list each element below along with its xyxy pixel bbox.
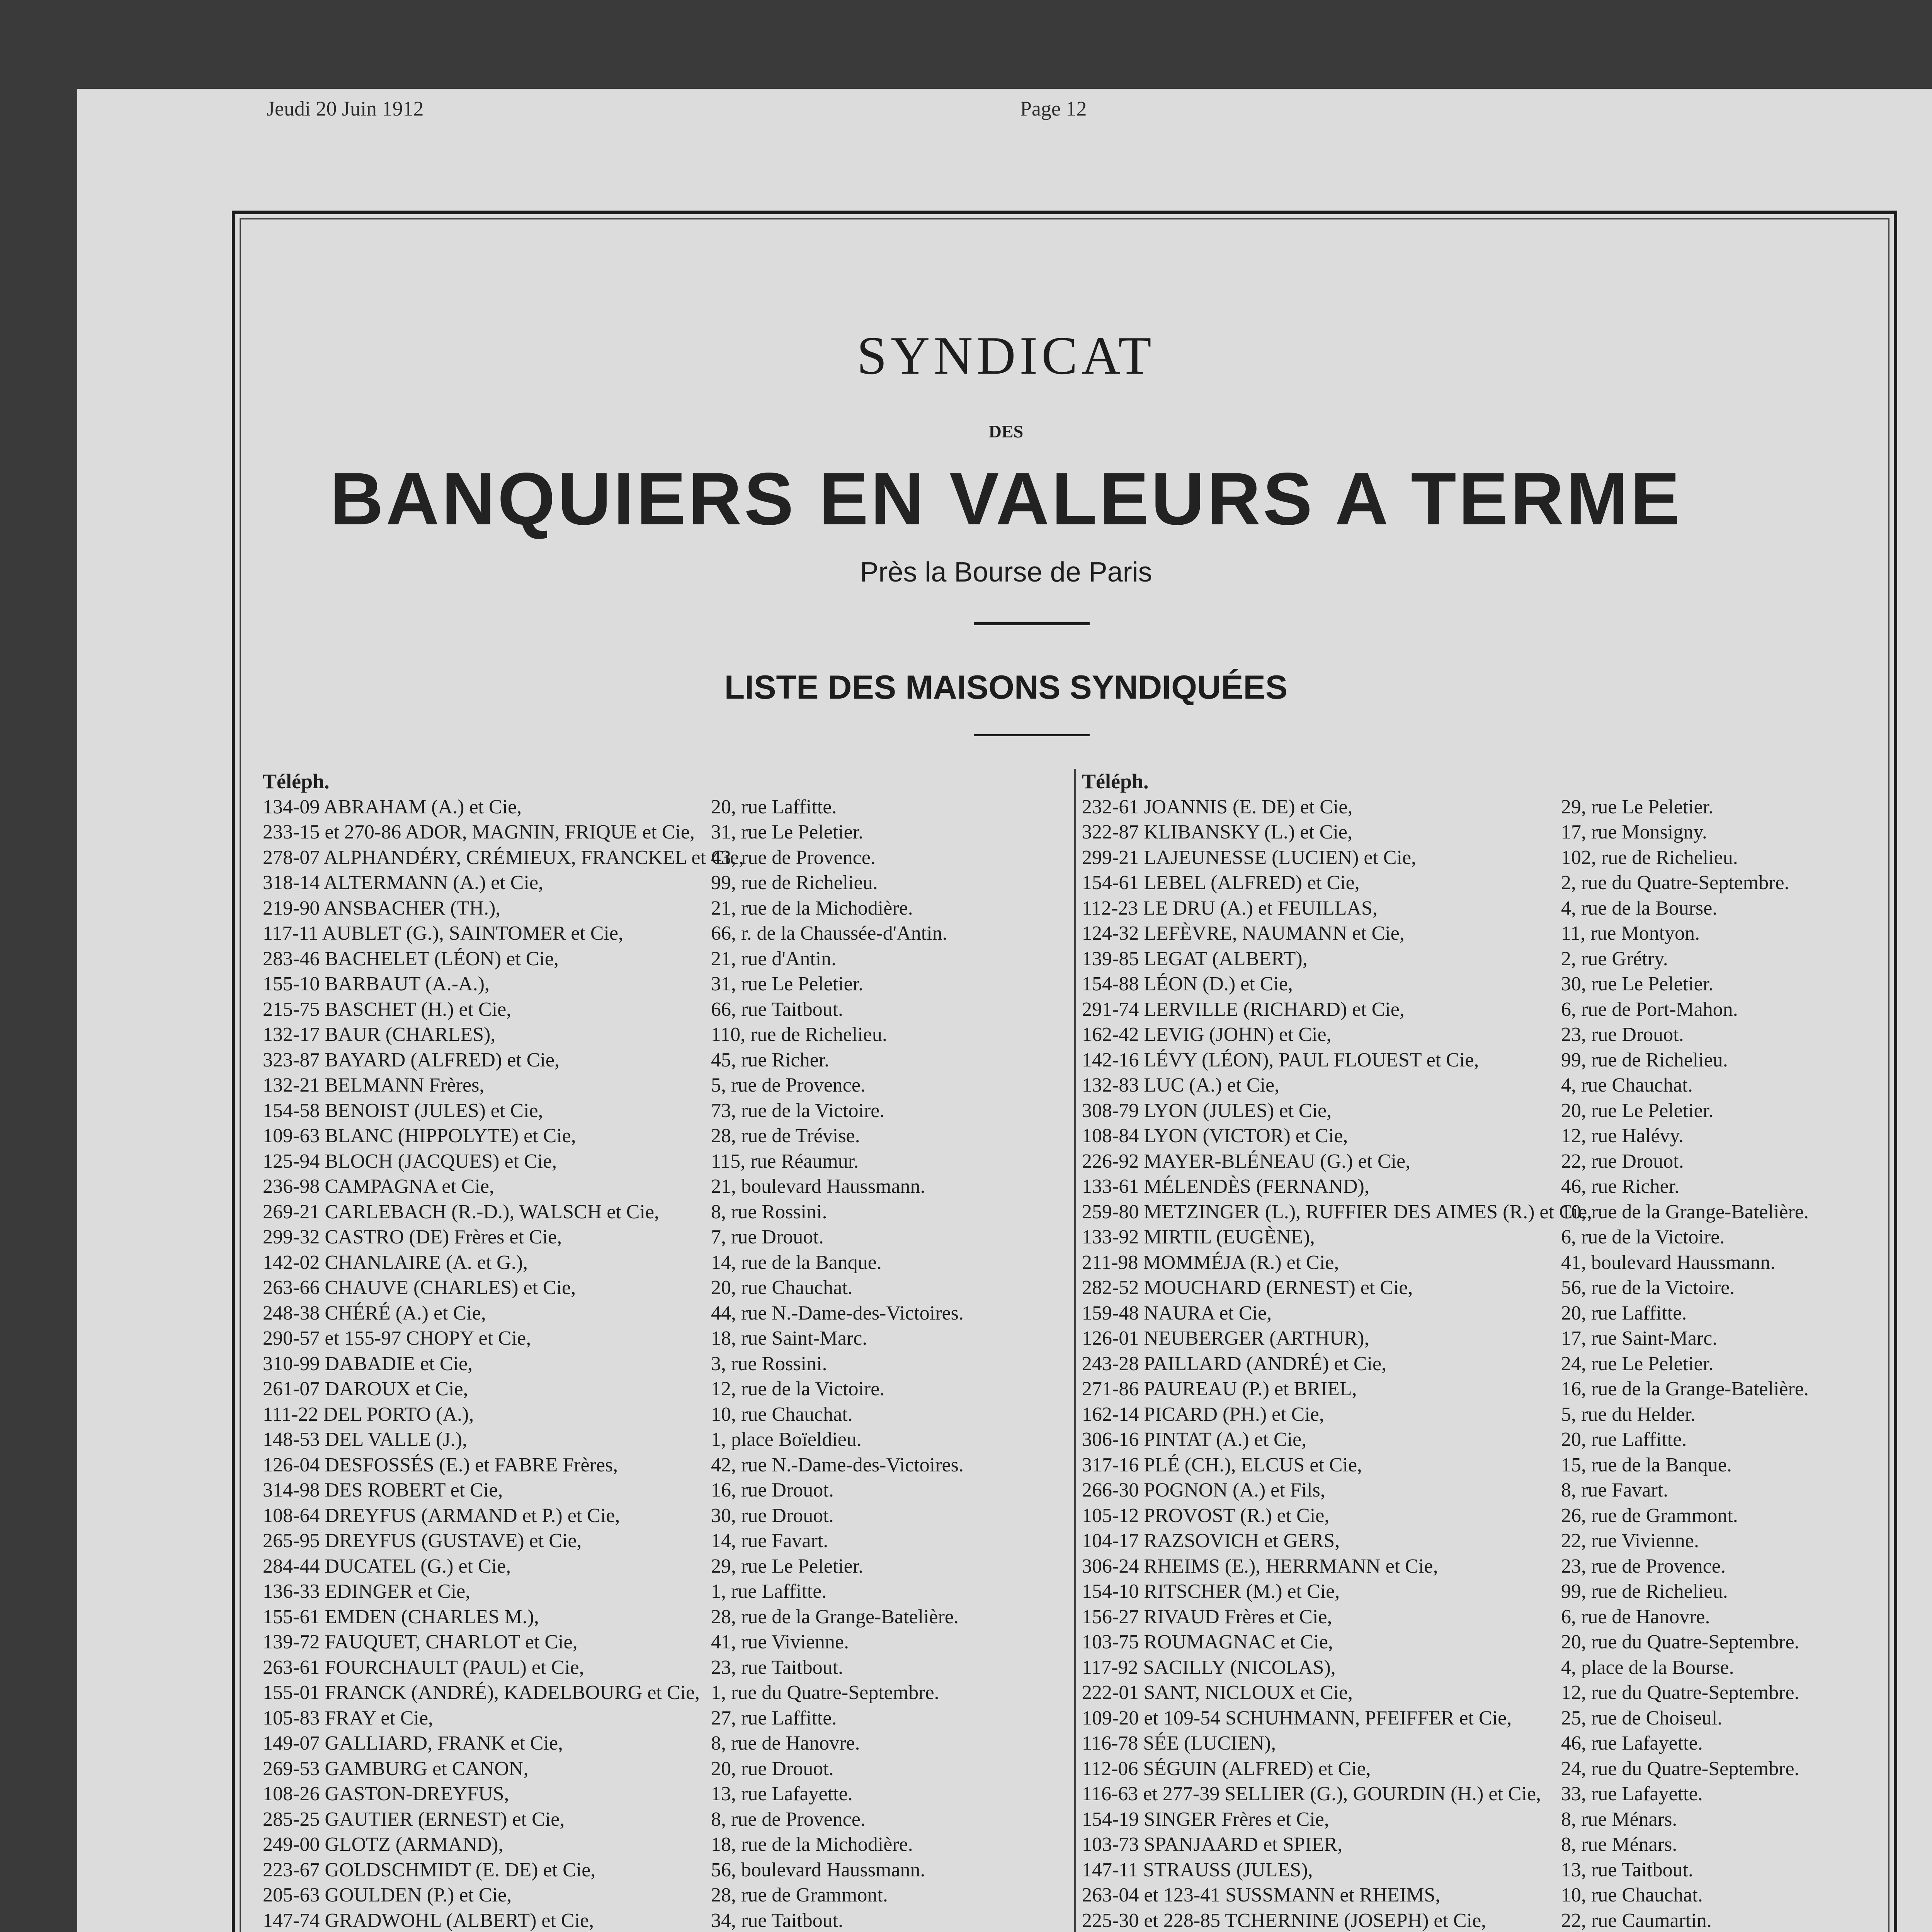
- member-address: 43, rue de Provence.: [711, 846, 876, 869]
- member-address: 16, rue Drouot.: [711, 1479, 834, 1501]
- member-name: 116-63 et 277-39 SELLIER (G.), GOURDIN (H.) et Cie,: [1082, 1783, 1541, 1805]
- member-address: 28, rue de Grammont.: [711, 1884, 888, 1906]
- member-name: 116-78 SÉE (LUCIEN),: [1082, 1732, 1276, 1754]
- list-item: [263, 1402, 1059, 1427]
- member-address: 10, rue de la Grange-Batelière.: [1561, 1201, 1809, 1223]
- member-address: 66, r. de la Chaussée-d'Antin.: [711, 922, 947, 944]
- list-item: [263, 1781, 1059, 1807]
- list-item: [1082, 1452, 1878, 1478]
- member-address: 13, rue Taitbout.: [1561, 1859, 1694, 1881]
- member-address: 20, rue Le Peletier.: [1561, 1099, 1714, 1122]
- member-name: 306-24 RHEIMS (E.), HERRMANN et Cie,: [1082, 1555, 1438, 1577]
- member-name: 271-86 PAUREAU (P.) et BRIEL,: [1082, 1378, 1357, 1400]
- list-item: [263, 870, 1059, 896]
- member-address: 8, rue de Provence.: [711, 1808, 866, 1830]
- member-name: 299-32 CASTRO (DE) Frères et Cie,: [263, 1226, 562, 1248]
- member-address: 41, boulevard Haussmann.: [1561, 1251, 1776, 1274]
- member-address: 17, rue Monsigny.: [1561, 821, 1707, 843]
- list-item: [263, 794, 1059, 820]
- list-item: [263, 845, 1059, 871]
- member-address: 4, rue Chauchat.: [1561, 1074, 1693, 1096]
- member-address: 12, rue Halévy.: [1561, 1125, 1684, 1147]
- member-address: 6, rue de la Victoire.: [1561, 1226, 1725, 1248]
- list-item: [1082, 1225, 1878, 1250]
- member-name: 125-94 BLOCH (JACQUES) et Cie,: [263, 1150, 557, 1172]
- member-name: 124-32 LEFÈVRE, NAUMANN et Cie,: [1082, 922, 1405, 944]
- list-item: [1082, 1731, 1878, 1756]
- list-item: [263, 896, 1059, 921]
- list-item: [263, 971, 1059, 997]
- member-address: 102, rue de Richelieu.: [1561, 846, 1738, 869]
- member-address: 27, rue Laffitte.: [711, 1707, 837, 1729]
- member-address: 11, rue Montyon.: [1561, 922, 1700, 944]
- member-address: 13, rue Lafayette.: [711, 1783, 853, 1805]
- member-address: 28, rue de Trévise.: [711, 1125, 860, 1147]
- member-name: 222-01 SANT, NICLOUX et Cie,: [1082, 1682, 1353, 1704]
- member-address: 6, rue de Hanovre.: [1561, 1605, 1710, 1628]
- member-address: 20, rue Chauchat.: [711, 1277, 853, 1299]
- member-address: 110, rue de Richelieu.: [711, 1024, 887, 1046]
- member-name: 263-04 et 123-41 SUSSMANN et RHEIMS,: [1082, 1884, 1440, 1906]
- member-address: 10, rue Chauchat.: [1561, 1884, 1703, 1906]
- member-name: 105-83 FRAY et Cie,: [263, 1707, 434, 1729]
- member-address: 4, place de la Bourse.: [1561, 1656, 1734, 1679]
- member-name: 162-14 PICARD (PH.) et Cie,: [1082, 1403, 1324, 1425]
- member-address: 20, rue du Quatre-Septembre.: [1561, 1631, 1799, 1653]
- member-address: 21, rue d'Antin.: [711, 947, 837, 970]
- list-item: [1082, 1149, 1878, 1174]
- member-address: 66, rue Taitbout.: [711, 998, 844, 1020]
- list-item: [263, 1022, 1059, 1048]
- member-address: 22, rue Vivienne.: [1561, 1530, 1699, 1552]
- list-item: [1082, 1756, 1878, 1782]
- member-name: 108-64 DREYFUS (ARMAND et P.) et Cie,: [263, 1504, 620, 1527]
- member-address: 99, rue de Richelieu.: [711, 872, 878, 894]
- member-address: 45, rue Richer.: [711, 1049, 830, 1071]
- title-syndicat: SYNDICAT: [857, 326, 1155, 386]
- list-item: [263, 1073, 1059, 1098]
- liste-rule: [974, 734, 1090, 736]
- member-name: 323-87 BAYARD (ALFRED) et Cie,: [263, 1049, 560, 1071]
- list-item: [263, 1680, 1059, 1706]
- list-item: [1082, 1832, 1878, 1857]
- member-address: 14, rue de la Banque.: [711, 1251, 882, 1274]
- member-name: 112-06 SÉGUIN (ALFRED) et Cie,: [1082, 1757, 1371, 1780]
- list-item: [1082, 971, 1878, 997]
- member-name: 266-30 POGNON (A.) et Fils,: [1082, 1479, 1325, 1501]
- member-address: 44, rue N.-Dame-des-Victoires.: [711, 1302, 964, 1324]
- member-address: 24, rue Le Peletier.: [1561, 1352, 1714, 1375]
- member-address: 34, rue Taitbout.: [711, 1909, 844, 1932]
- title-liste: LISTE DES MAISONS SYNDIQUÉES: [724, 669, 1288, 706]
- member-name: 205-63 GOULDEN (P.) et Cie,: [263, 1884, 512, 1906]
- list-item: [1082, 1503, 1878, 1529]
- member-address: 12, rue du Quatre-Septembre.: [1561, 1682, 1799, 1704]
- member-name: 108-26 GASTON-DREYFUS,: [263, 1783, 509, 1805]
- list-item: [1082, 1604, 1878, 1630]
- member-name: 225-30 et 228-85 TCHERNINE (JOSEPH) et Cie,: [1082, 1909, 1486, 1932]
- member-name: 285-25 GAUTIER (ERNEST) et Cie,: [263, 1808, 565, 1830]
- telephone-header-right: Téléph.: [1082, 770, 1149, 793]
- list-item: [263, 1807, 1059, 1832]
- list-item: [1082, 1275, 1878, 1301]
- title-banquiers: BANQUIERS EN VALEURS A TERME: [330, 457, 1682, 540]
- member-name: 155-61 EMDEN (CHARLES M.),: [263, 1605, 539, 1628]
- list-item: [1082, 1883, 1878, 1908]
- list-item: [263, 1908, 1059, 1932]
- member-address: 8, rue Rossini.: [711, 1201, 827, 1223]
- member-name: 299-21 LAJEUNESSE (LUCIEN) et Cie,: [1082, 846, 1417, 869]
- member-address: 26, rue de Grammont.: [1561, 1504, 1738, 1527]
- member-name: 104-17 RAZSOVICH et GERS,: [1082, 1530, 1340, 1552]
- list-item: [1082, 820, 1878, 845]
- list-item: [263, 1832, 1059, 1857]
- member-name: 132-83 LUC (A.) et Cie,: [1082, 1074, 1280, 1096]
- member-name: 269-21 CARLEBACH (R.-D.), WALSCH et Cie,: [263, 1201, 660, 1223]
- list-item: [1082, 1554, 1878, 1579]
- member-name: 265-95 DREYFUS (GUSTAVE) et Cie,: [263, 1530, 582, 1552]
- member-address: 46, rue Richer.: [1561, 1175, 1680, 1197]
- member-address: 2, rue Grétry.: [1561, 947, 1668, 970]
- member-address: 42, rue N.-Dame-des-Victoires.: [711, 1454, 964, 1476]
- member-name: 223-67 GOLDSCHMIDT (E. DE) et Cie,: [263, 1859, 596, 1881]
- member-name: 156-27 RIVAUD Frères et Cie,: [1082, 1605, 1332, 1628]
- member-address: 5, rue de Provence.: [711, 1074, 866, 1096]
- list-item: [1082, 1680, 1878, 1706]
- member-name: 126-01 NEUBERGER (ARTHUR),: [1082, 1327, 1369, 1349]
- member-address: 23, rue de Provence.: [1561, 1555, 1726, 1577]
- member-name: 219-90 ANSBACHER (TH.),: [263, 897, 501, 919]
- title-des: DES: [988, 422, 1024, 441]
- member-name: 248-38 CHÉRÉ (A.) et Cie,: [263, 1302, 486, 1324]
- member-name: 109-20 et 109-54 SCHUHMANN, PFEIFFER et Cie,: [1082, 1707, 1512, 1729]
- member-address: 2, rue du Quatre-Septembre.: [1561, 872, 1789, 894]
- member-name: 215-75 BASCHET (H.) et Cie,: [263, 998, 512, 1020]
- member-address: 15, rue de la Banque.: [1561, 1454, 1732, 1476]
- list-item: [263, 1554, 1059, 1579]
- list-item: [1082, 1301, 1878, 1326]
- list-item: [1082, 1427, 1878, 1452]
- member-address: 24, rue du Quatre-Septembre.: [1561, 1757, 1799, 1780]
- member-address: 8, rue Favart.: [1561, 1479, 1668, 1501]
- member-address: 12, rue de la Victoire.: [711, 1378, 885, 1400]
- member-name: 226-92 MAYER-BLÉNEAU (G.) et Cie,: [1082, 1150, 1411, 1172]
- member-name: 154-19 SINGER Frères et Cie,: [1082, 1808, 1329, 1830]
- member-name: 236-98 CAMPAGNA et Cie,: [263, 1175, 495, 1197]
- member-name: 142-16 LÉVY (LÉON), PAUL FLOUEST et Cie,: [1082, 1049, 1479, 1071]
- list-item: [1082, 1781, 1878, 1807]
- member-address: 20, rue Laffitte.: [711, 796, 837, 818]
- list-item: [1082, 896, 1878, 921]
- list-item: [263, 1731, 1059, 1756]
- member-name: 133-61 MÉLENDÈS (FERNAND),: [1082, 1175, 1369, 1197]
- member-name: 263-66 CHAUVE (CHARLES) et Cie,: [263, 1277, 576, 1299]
- member-name: 322-87 KLIBANSKY (L.) et Cie,: [1082, 821, 1352, 843]
- list-item: [263, 1857, 1059, 1883]
- list-item: [263, 1503, 1059, 1529]
- member-address: 6, rue de Port-Mahon.: [1561, 998, 1738, 1020]
- list-item: [1082, 1376, 1878, 1402]
- list-item: [263, 1883, 1059, 1908]
- member-name: 154-88 LÉON (D.) et Cie,: [1082, 973, 1293, 995]
- member-address: 115, rue Réaumur.: [711, 1150, 859, 1172]
- member-name: 249-00 GLOTZ (ARMAND),: [263, 1833, 503, 1855]
- list-item: [1082, 1174, 1878, 1199]
- member-name: 283-46 BACHELET (LÉON) et Cie,: [263, 947, 559, 970]
- list-item: [1082, 1528, 1878, 1554]
- list-item: [263, 1579, 1059, 1604]
- member-address: 20, rue Laffitte.: [1561, 1302, 1687, 1324]
- list-item: [1082, 1048, 1878, 1073]
- member-name: 132-17 BAUR (CHARLES),: [263, 1024, 496, 1046]
- list-item: [1082, 1807, 1878, 1832]
- list-item: [263, 946, 1059, 972]
- member-address: 10, rue Chauchat.: [711, 1403, 853, 1425]
- member-name: 306-16 PINTAT (A.) et Cie,: [1082, 1429, 1307, 1451]
- member-address: 31, rue Le Peletier.: [711, 821, 864, 843]
- member-name: 105-12 PROVOST (R.) et Cie,: [1082, 1504, 1330, 1527]
- list-item: [263, 1199, 1059, 1225]
- member-address: 41, rue Vivienne.: [711, 1631, 849, 1653]
- list-item: [263, 1301, 1059, 1326]
- member-address: 7, rue Drouot.: [711, 1226, 824, 1248]
- list-item: [1082, 1326, 1878, 1351]
- member-address: 1, place Boïeldieu.: [711, 1429, 862, 1451]
- list-item: [263, 1174, 1059, 1199]
- list-item: [1082, 1351, 1878, 1377]
- member-name: 263-61 FOURCHAULT (PAUL) et Cie,: [263, 1656, 584, 1679]
- member-name: 148-53 DEL VALLE (J.),: [263, 1429, 468, 1451]
- member-address: 29, rue Le Peletier.: [1561, 796, 1714, 818]
- member-name: 133-92 MIRTIL (EUGÈNE),: [1082, 1226, 1315, 1248]
- member-name: 154-10 RITSCHER (M.) et Cie,: [1082, 1580, 1340, 1602]
- member-name: 269-53 GAMBURG et CANON,: [263, 1757, 529, 1780]
- list-item: [263, 1756, 1059, 1782]
- member-name: 159-48 NAURA et Cie,: [1082, 1302, 1272, 1324]
- member-address: 29, rue Le Peletier.: [711, 1555, 864, 1577]
- list-item: [263, 1427, 1059, 1452]
- member-name: 139-72 FAUQUET, CHARLOT et Cie,: [263, 1631, 578, 1653]
- list-item: [263, 997, 1059, 1022]
- member-address: 1, rue Laffitte.: [711, 1580, 827, 1602]
- member-name: 142-02 CHANLAIRE (A. et G.),: [263, 1251, 528, 1274]
- member-address: 21, rue de la Michodière.: [711, 897, 913, 919]
- member-address: 30, rue Le Peletier.: [1561, 973, 1714, 995]
- member-address: 14, rue Favart.: [711, 1530, 828, 1552]
- member-address: 17, rue Saint-Marc.: [1561, 1327, 1718, 1349]
- list-item: [1082, 1857, 1878, 1883]
- member-name: 117-11 AUBLET (G.), SAINTOMER et Cie,: [263, 922, 624, 944]
- member-name: 147-74 GRADWOHL (ALBERT) et Cie,: [263, 1909, 594, 1932]
- list-item: [263, 921, 1059, 946]
- column-separator: [1074, 769, 1076, 1932]
- list-item: [263, 1225, 1059, 1250]
- member-address: 28, rue de la Grange-Batelière.: [711, 1605, 959, 1628]
- list-item: [263, 1655, 1059, 1680]
- member-name: 291-74 LERVILLE (RICHARD) et Cie,: [1082, 998, 1405, 1020]
- member-address: 8, rue Ménars.: [1561, 1808, 1677, 1830]
- list-item: [1082, 1402, 1878, 1427]
- member-address: 30, rue Drouot.: [711, 1504, 834, 1527]
- member-name: 117-92 SACILLY (NICOLAS),: [1082, 1656, 1336, 1679]
- list-item: [1082, 1478, 1878, 1503]
- list-item: [263, 1452, 1059, 1478]
- header-date: Jeudi 20 Juin 1912: [267, 97, 424, 120]
- member-name: 290-57 et 155-97 CHOPY et Cie,: [263, 1327, 531, 1349]
- list-item: [1082, 1706, 1878, 1731]
- member-address: 23, rue Taitbout.: [711, 1656, 844, 1679]
- member-name: 139-85 LEGAT (ALBERT),: [1082, 947, 1308, 970]
- member-name: 314-98 DES ROBERT et Cie,: [263, 1479, 503, 1501]
- member-address: 8, rue de Hanovre.: [711, 1732, 860, 1754]
- member-name: 132-21 BELMANN Frères,: [263, 1074, 485, 1096]
- list-item: [263, 1706, 1059, 1731]
- member-name: 211-98 MOMMÉJA (R.) et Cie,: [1082, 1251, 1339, 1274]
- member-name: 310-99 DABADIE et Cie,: [263, 1352, 473, 1375]
- member-name: 108-84 LYON (VICTOR) et Cie,: [1082, 1125, 1348, 1147]
- list-item: [263, 1528, 1059, 1554]
- member-address: 18, rue Saint-Marc.: [711, 1327, 867, 1349]
- member-address: 25, rue de Choiseul.: [1561, 1707, 1723, 1729]
- member-name: 259-80 METZINGER (L.), RUFFIER DES AIMES (R.) et Cie,: [1082, 1201, 1592, 1223]
- list-item: [1082, 1199, 1878, 1225]
- list-item: [263, 1326, 1059, 1351]
- member-address: 4, rue de la Bourse.: [1561, 897, 1718, 919]
- list-item: [263, 1604, 1059, 1630]
- list-item: [263, 1149, 1059, 1174]
- member-address: 22, rue Drouot.: [1561, 1150, 1684, 1172]
- list-item: [263, 1275, 1059, 1301]
- right-column: [1082, 769, 1878, 1932]
- header-page-number: Page 12: [1020, 97, 1087, 120]
- member-name: 162-42 LEVIG (JOHN) et Cie,: [1082, 1024, 1332, 1046]
- member-name: 284-44 DUCATEL (G.) et Cie,: [263, 1555, 511, 1577]
- member-name: 154-58 BENOIST (JULES) et Cie,: [263, 1099, 543, 1122]
- list-item: [1082, 1022, 1878, 1048]
- list-item: [263, 1123, 1059, 1149]
- list-item: [1082, 1579, 1878, 1604]
- member-name: 155-10 BARBAUT (A.-A.),: [263, 973, 490, 995]
- title-rule: [974, 622, 1090, 625]
- member-address: 56, rue de la Victoire.: [1561, 1277, 1735, 1299]
- member-name: 282-52 MOUCHARD (ERNEST) et Cie,: [1082, 1277, 1413, 1299]
- list-item: [263, 1376, 1059, 1402]
- member-address: 56, boulevard Haussmann.: [711, 1859, 925, 1881]
- member-address: 1, rue du Quatre-Septembre.: [711, 1682, 939, 1704]
- member-address: 73, rue de la Victoire.: [711, 1099, 885, 1122]
- member-name: 109-63 BLANC (HIPPOLYTE) et Cie,: [263, 1125, 576, 1147]
- list-item: [1082, 794, 1878, 820]
- member-name: 103-75 ROUMAGNAC et Cie,: [1082, 1631, 1333, 1653]
- list-item: [263, 1351, 1059, 1377]
- list-item: [263, 1250, 1059, 1276]
- list-item: [1082, 1250, 1878, 1276]
- member-address: 20, rue Laffitte.: [1561, 1429, 1687, 1451]
- member-address: 22, rue Caumartin.: [1561, 1909, 1712, 1932]
- member-address: 5, rue du Helder.: [1561, 1403, 1696, 1425]
- member-name: 154-61 LEBEL (ALFRED) et Cie,: [1082, 872, 1360, 894]
- member-name: 112-23 LE DRU (A.) et FEUILLAS,: [1082, 897, 1378, 919]
- member-name: 147-11 STRAUSS (JULES),: [1082, 1859, 1313, 1881]
- member-address: 23, rue Drouot.: [1561, 1024, 1684, 1046]
- member-name: 261-07 DAROUX et Cie,: [263, 1378, 468, 1400]
- list-item: [1082, 1629, 1878, 1655]
- member-address: 99, rue de Richelieu.: [1561, 1049, 1728, 1071]
- member-address: 3, rue Rossini.: [711, 1352, 827, 1375]
- list-item: [1082, 845, 1878, 871]
- member-name: 111-22 DEL PORTO (A.),: [263, 1403, 474, 1425]
- member-address: 20, rue Drouot.: [711, 1757, 834, 1780]
- list-item: [263, 820, 1059, 845]
- member-name: 243-28 PAILLARD (ANDRÉ) et Cie,: [1082, 1352, 1387, 1375]
- member-name: 308-79 LYON (JULES) et Cie,: [1082, 1099, 1332, 1122]
- list-item: [1082, 1098, 1878, 1124]
- member-address: 21, boulevard Haussmann.: [711, 1175, 925, 1197]
- member-address: 31, rue Le Peletier.: [711, 973, 864, 995]
- member-address: 33, rue Lafayette.: [1561, 1783, 1703, 1805]
- list-item: [263, 1048, 1059, 1073]
- member-address: 8, rue Ménars.: [1561, 1833, 1677, 1855]
- member-address: 18, rue de la Michodière.: [711, 1833, 913, 1855]
- list-item: [263, 1629, 1059, 1655]
- list-item: [1082, 997, 1878, 1022]
- member-name: 318-14 ALTERMANN (A.) et Cie,: [263, 872, 544, 894]
- list-item: [263, 1478, 1059, 1503]
- list-item: [1082, 946, 1878, 972]
- title-bourse: Près la Bourse de Paris: [860, 557, 1152, 588]
- member-name: 136-33 EDINGER et Cie,: [263, 1580, 471, 1602]
- list-item: [1082, 921, 1878, 946]
- member-name: 149-07 GALLIARD, FRANK et Cie,: [263, 1732, 563, 1754]
- member-name: 317-16 PLÉ (CH.), ELCUS et Cie,: [1082, 1454, 1362, 1476]
- member-name: 278-07 ALPHANDÉRY, CRÉMIEUX, FRANCKEL et Cie,: [263, 846, 744, 869]
- list-item: [1082, 1908, 1878, 1932]
- list-item: [1082, 1655, 1878, 1680]
- list-item: [1082, 870, 1878, 896]
- member-name: 126-04 DESFOSSÉS (E.) et FABRE Frères,: [263, 1454, 618, 1476]
- member-address: 16, rue de la Grange-Batelière.: [1561, 1378, 1809, 1400]
- left-column: [263, 769, 1059, 1932]
- member-name: 232-61 JOANNIS (E. DE) et Cie,: [1082, 796, 1353, 818]
- telephone-header-left: Téléph.: [263, 770, 330, 793]
- member-name: 134-09 ABRAHAM (A.) et Cie,: [263, 796, 522, 818]
- member-name: 233-15 et 270-86 ADOR, MAGNIN, FRIQUE et Cie,: [263, 821, 695, 843]
- list-item: [1082, 1073, 1878, 1098]
- member-address: 46, rue Lafayette.: [1561, 1732, 1703, 1754]
- member-address: 99, rue de Richelieu.: [1561, 1580, 1728, 1602]
- list-item: [263, 1098, 1059, 1124]
- list-item: [1082, 1123, 1878, 1149]
- member-name: 155-01 FRANCK (ANDRÉ), KADELBOURG et Cie,: [263, 1682, 700, 1704]
- member-name: 103-73 SPANJAARD et SPIER,: [1082, 1833, 1343, 1855]
